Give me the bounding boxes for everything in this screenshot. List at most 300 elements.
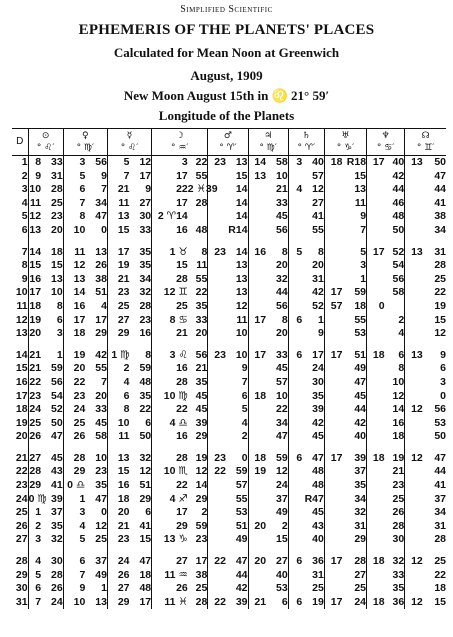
value-cell: 33 [139, 223, 152, 236]
table-row [12, 286, 446, 300]
value-cell: 17 [152, 197, 188, 211]
value-cell: 27 [107, 314, 129, 328]
value-cell: 50 [392, 223, 405, 236]
ephemeris-table [12, 128, 446, 609]
value-cell: 3 [360, 259, 367, 272]
value-cell: 41 [139, 519, 152, 532]
value-cell: 47 [276, 430, 288, 443]
node-header: ☊ ° ♊′ [405, 129, 446, 156]
value-cell: 23 [208, 246, 226, 260]
spacer-cell [28, 238, 41, 246]
value-cell: 35 [139, 259, 152, 272]
value-cell: 57 [312, 169, 324, 182]
value-cell: 0 [367, 300, 385, 314]
value-cell: 58 [392, 286, 405, 299]
value-cell: 51 [95, 286, 107, 299]
value-cell: 25 [29, 416, 42, 429]
value-cell [248, 403, 266, 417]
value-cell: 6 [288, 596, 302, 610]
value-cell: 9 [241, 362, 248, 375]
value-cell: 28 [51, 183, 63, 196]
value-cell: 56 [392, 272, 405, 285]
series-title: Simplified Scientific [180, 4, 273, 15]
value-cell [208, 506, 226, 520]
value-cell [288, 430, 302, 444]
spacer-cell [226, 341, 248, 349]
value-cell [367, 210, 385, 224]
value-cell: 22 [208, 465, 226, 479]
value-cell: 45 [276, 362, 288, 375]
table-row [12, 403, 446, 417]
table-row [12, 555, 446, 569]
value-cell: 40 [276, 568, 288, 581]
value-cell: 13 [107, 452, 129, 466]
value-cell: 2 [201, 506, 208, 519]
value-cell: 18 [51, 245, 63, 258]
spacer-cell [302, 547, 324, 555]
value-cell: 45 [195, 389, 208, 402]
value-cell [405, 362, 423, 376]
value-cell: 13 [51, 272, 63, 285]
value-cell [248, 273, 266, 287]
value-cell [324, 582, 342, 596]
spacer-cell [405, 238, 423, 246]
value-cell: 23 [107, 286, 129, 300]
spacer-cell [367, 238, 385, 246]
day-cell: 17 [15, 389, 28, 402]
value-cell: 19 [107, 259, 129, 273]
value-cell: 1 [318, 313, 324, 326]
day-cell: 10 [15, 286, 28, 299]
value-cell: 53 [354, 327, 367, 340]
value-cell [208, 376, 226, 390]
value-cell: R18 [346, 156, 367, 168]
spacer-cell [85, 238, 107, 246]
value-cell [248, 417, 266, 431]
value-cell [288, 403, 302, 417]
table-row [12, 452, 446, 466]
value-cell [288, 533, 302, 547]
value-cell: 41 [434, 479, 446, 492]
day-cell: 11 [16, 299, 28, 312]
value-cell: 25 [195, 582, 208, 595]
value-cell: 27 [354, 568, 367, 581]
value-cell: 11 [30, 196, 42, 209]
value-cell: 0 ♎ [63, 479, 85, 493]
table-row [12, 259, 446, 273]
value-cell: 8 ♋ [152, 314, 188, 328]
value-cell: 15 [107, 465, 129, 479]
value-cell: 11 [354, 196, 367, 209]
value-cell: 13 [405, 349, 423, 363]
value-cell: 28 [392, 519, 405, 532]
day-cell: 15 [15, 362, 28, 375]
value-cell [324, 390, 342, 404]
value-cell: 35 [195, 299, 208, 312]
value-cell: 17 [324, 596, 342, 610]
table-row [12, 246, 446, 260]
value-cell: 13 [405, 156, 423, 170]
value-cell: 17 [324, 452, 342, 466]
value-cell: 18 [434, 582, 446, 595]
value-cell: 29 [139, 492, 152, 505]
value-cell: 5 [63, 170, 85, 184]
value-cell [405, 376, 423, 390]
value-cell [248, 479, 266, 493]
spacer-cell [342, 341, 366, 349]
value-cell: 2 [28, 520, 41, 534]
value-cell: 27 [29, 451, 42, 464]
value-cell: 1 [28, 506, 41, 520]
value-cell: 33 [392, 568, 405, 581]
value-cell: 39 [51, 492, 63, 505]
value-cell: 11 [107, 430, 129, 444]
value-cell [288, 582, 302, 596]
value-cell [288, 259, 302, 273]
value-cell: 4 [241, 416, 248, 429]
value-cell: 15 [139, 533, 152, 546]
value-cell: 12 [139, 156, 152, 168]
value-cell [208, 390, 226, 404]
value-cell: 23 [51, 210, 63, 223]
value-cell: 20 [248, 555, 266, 569]
spacer-cell [288, 444, 302, 452]
spacer-cell [12, 444, 28, 452]
value-cell: 17 [248, 349, 266, 363]
value-cell: 19 [434, 299, 446, 312]
value-cell [208, 493, 226, 507]
value-cell: 13 [354, 183, 367, 196]
value-cell: 23 [29, 389, 42, 402]
value-cell: 39 [312, 403, 324, 416]
spacer-cell [208, 341, 226, 349]
value-cell [367, 390, 385, 404]
value-cell: 12 [405, 596, 423, 610]
spacer-cell [208, 444, 226, 452]
spacer-cell [367, 341, 385, 349]
value-cell [208, 520, 226, 534]
spacer-cell [208, 238, 226, 246]
value-cell [248, 582, 266, 596]
value-cell: 12 [276, 465, 288, 478]
value-cell [248, 197, 266, 211]
value-cell: 33 [95, 403, 107, 416]
value-cell [288, 286, 302, 300]
value-cell [405, 300, 423, 314]
day-cell: 5 [21, 210, 28, 223]
month-label: August, 1909 [190, 68, 263, 83]
spacer-cell [324, 238, 342, 246]
spacer-cell [266, 238, 288, 246]
table-row [12, 596, 446, 610]
value-cell: 1 [101, 582, 107, 595]
value-cell: 17 [324, 286, 342, 300]
value-cell: 47 [139, 555, 152, 568]
table-row [12, 417, 446, 431]
value-cell: 3 [63, 156, 85, 170]
value-cell: 2 [241, 430, 248, 443]
table-row [12, 430, 446, 444]
spacer-cell [226, 238, 248, 246]
value-cell [367, 417, 385, 431]
spacer-cell [12, 238, 28, 246]
value-cell [208, 533, 226, 547]
value-cell: 34 [276, 416, 288, 429]
value-cell: 12 [95, 519, 107, 532]
spacer-cell [248, 341, 266, 349]
value-cell: 6 [288, 452, 302, 466]
value-cell: 23 [195, 533, 208, 546]
value-cell [288, 376, 302, 390]
value-cell: 6 [288, 349, 302, 363]
value-cell: 42 [354, 416, 367, 429]
value-cell [367, 376, 385, 390]
value-cell [324, 197, 342, 211]
day-cell: 23 [15, 479, 28, 492]
value-cell [367, 362, 385, 376]
value-cell [324, 183, 342, 197]
value-cell: 58 [276, 156, 288, 168]
value-cell [208, 569, 226, 583]
value-cell: 18 [367, 555, 385, 569]
spacer-cell [28, 341, 41, 349]
value-cell: 45 [195, 403, 208, 416]
spacer-cell [107, 547, 129, 555]
value-cell: 24 [312, 362, 324, 375]
value-cell: 50 [434, 430, 446, 443]
value-cell: 12 [195, 465, 208, 478]
table-row [12, 273, 446, 287]
value-cell: 20 [195, 327, 208, 340]
spacer-cell [85, 341, 107, 349]
value-cell: 33 [276, 196, 288, 209]
value-cell: 31 [434, 519, 446, 532]
value-cell [208, 430, 226, 444]
value-cell: 18 [367, 349, 385, 363]
value-cell: 17 [139, 169, 152, 182]
value-cell [208, 327, 226, 341]
spacer-cell [302, 444, 324, 452]
value-cell [405, 506, 423, 520]
value-cell: 26 [95, 259, 107, 272]
value-cell: 22 [208, 596, 226, 610]
value-cell: 8 [28, 156, 41, 170]
value-cell [324, 246, 342, 260]
spacer-cell [107, 238, 129, 246]
value-cell: R14 [228, 223, 248, 236]
value-cell: 56 [95, 156, 107, 168]
spacer-cell [41, 238, 63, 246]
value-cell: 7 [28, 596, 41, 610]
value-cell: 28 [434, 533, 446, 546]
value-cell: 40 [312, 533, 324, 546]
value-cell: 26 [51, 582, 63, 595]
value-cell: 15 [276, 533, 288, 546]
value-cell [288, 170, 302, 184]
value-cell: 27 [276, 555, 288, 568]
value-cell: 7 [107, 170, 129, 184]
uranus-header: ♅ ° ♑′ [324, 129, 366, 156]
value-cell: 29 [29, 479, 42, 492]
value-cell: 10 [95, 451, 107, 464]
value-cell: 17 [367, 246, 385, 260]
spacer-cell [41, 341, 63, 349]
value-cell: 26 [392, 506, 405, 519]
value-cell: 12 [63, 259, 85, 273]
value-cell: 48 [312, 479, 324, 492]
table-row [12, 493, 446, 507]
value-cell [405, 520, 423, 534]
value-cell: 28 [195, 196, 208, 209]
value-cell: 25 [434, 272, 446, 285]
value-cell [288, 362, 302, 376]
value-cell: 25 [392, 492, 405, 505]
sun-header: ⊙ ° ♌′ [28, 129, 63, 156]
value-cell: 35 [354, 479, 367, 492]
day-cell: 12 [15, 313, 28, 326]
value-cell: 50 [434, 156, 446, 168]
value-cell: 4 [101, 299, 107, 312]
value-cell: 28 [152, 376, 188, 390]
value-cell: 37 [276, 492, 288, 505]
value-cell: 22 [152, 479, 188, 493]
day-cell: 2 [21, 169, 28, 182]
value-cell: 23 [208, 349, 226, 363]
value-cell: 20 [95, 389, 107, 402]
spacer-cell [107, 444, 129, 452]
value-cell: 33 [51, 156, 63, 168]
value-cell: 23 [392, 479, 405, 492]
value-cell: 25 [63, 417, 85, 431]
value-cell [324, 569, 342, 583]
value-cell: 49 [276, 506, 288, 519]
value-cell: 44 [354, 403, 367, 416]
value-cell: 18 [324, 156, 342, 170]
value-cell [288, 506, 302, 520]
value-cell: 55 [95, 362, 107, 375]
value-cell: 4 [28, 555, 41, 569]
value-cell: 32 [139, 451, 152, 464]
value-cell [288, 327, 302, 341]
day-cell: 26 [15, 519, 28, 532]
value-cell [405, 533, 423, 547]
day-cell: 13 [15, 327, 28, 340]
spacer-cell [367, 444, 385, 452]
value-cell [208, 170, 226, 184]
value-cell: 45 [312, 506, 324, 519]
value-cell: 18 [354, 299, 367, 312]
new-moon-note: New Moon August 15th in ♌ 21° 59′ [123, 88, 330, 103]
value-cell: 59 [51, 362, 63, 375]
day-cell: 22 [15, 465, 28, 478]
row-spacer [12, 547, 446, 555]
day-cell: 1 [21, 156, 28, 168]
value-cell: 15 [152, 259, 188, 273]
value-cell: 4 [398, 327, 405, 340]
value-cell: 14 [29, 245, 42, 258]
value-cell: 41 [312, 210, 324, 223]
value-cell: 30 [139, 210, 152, 223]
value-cell [405, 314, 423, 328]
value-cell: 24 [107, 555, 129, 569]
value-cell: 13 [107, 210, 129, 224]
value-cell: 28 [51, 568, 63, 581]
value-cell [405, 210, 423, 224]
value-cell: 8 [318, 245, 324, 258]
value-cell: 15 [434, 313, 446, 326]
value-cell [367, 273, 385, 287]
value-cell: 33 [276, 348, 288, 361]
value-cell: 29 [107, 596, 129, 610]
value-cell: 14 [235, 210, 248, 223]
spacer-cell [324, 444, 342, 452]
value-cell: 17 [367, 156, 385, 170]
value-cell [208, 300, 226, 314]
value-cell [248, 493, 266, 507]
value-cell: 7 [101, 375, 107, 388]
value-cell [324, 493, 342, 507]
value-cell [324, 533, 342, 547]
value-cell [288, 465, 302, 479]
value-cell: 53 [235, 506, 248, 519]
value-cell: 42 [235, 582, 248, 595]
value-cell: 21 [248, 596, 266, 610]
value-cell [405, 465, 423, 479]
value-cell: 19 [63, 349, 85, 363]
value-cell: 39 [235, 595, 248, 608]
column-header-row [12, 129, 446, 156]
value-cell: 17 [29, 286, 42, 299]
value-cell: 10 [392, 375, 405, 388]
value-cell: 16 [63, 300, 85, 314]
spacer-cell [63, 444, 85, 452]
value-cell: 25 [107, 300, 129, 314]
table-row [12, 197, 446, 211]
value-cell: 40 [392, 156, 405, 168]
value-cell: 21 [276, 183, 288, 196]
value-cell: 21 [29, 348, 42, 361]
value-cell: 56 [276, 299, 288, 312]
value-cell [288, 210, 302, 224]
spacer-cell [226, 547, 248, 555]
spacer-cell [423, 238, 446, 246]
value-cell: 28 [434, 259, 446, 272]
mars-header: ♂ ° ♈′ [208, 129, 248, 156]
value-cell: 8 [63, 210, 85, 224]
value-cell: 8 [281, 313, 288, 326]
value-cell: 3 [440, 375, 446, 388]
value-cell [248, 327, 266, 341]
value-cell: 21 [107, 520, 129, 534]
value-cell: 19 [312, 595, 324, 608]
value-cell: 5 [241, 403, 248, 416]
day-cell: 29 [15, 568, 28, 581]
value-cell: 6 [288, 555, 302, 569]
value-cell: 45 [354, 389, 367, 402]
spacer-cell [288, 238, 302, 246]
value-cell [367, 327, 385, 341]
value-cell: 4 [288, 183, 302, 197]
value-cell: 22 [29, 375, 42, 388]
value-cell: 49 [354, 362, 367, 375]
value-cell: 14 [235, 196, 248, 209]
value-cell [405, 417, 423, 431]
value-cell: 20 [276, 327, 288, 340]
value-cell: 40 [354, 430, 367, 443]
value-cell: 41 [434, 196, 446, 209]
value-cell: 19 [195, 451, 208, 464]
value-cell [248, 286, 266, 300]
